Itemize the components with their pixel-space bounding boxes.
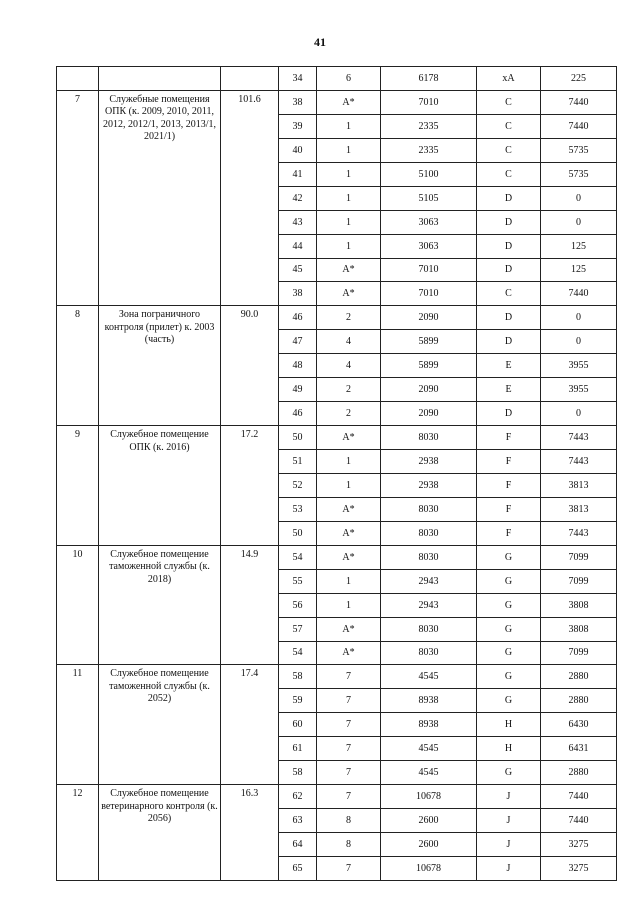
- point-number-cell: 62: [279, 785, 317, 809]
- direction-cell: J: [477, 809, 541, 833]
- coordinate-cell: 225: [541, 67, 617, 91]
- length-cell: 8030: [381, 545, 477, 569]
- segment-code-cell: A*: [317, 545, 381, 569]
- direction-cell: D: [477, 186, 541, 210]
- direction-cell: J: [477, 785, 541, 809]
- direction-cell: F: [477, 497, 541, 521]
- direction-cell: C: [477, 114, 541, 138]
- length-cell: 2090: [381, 402, 477, 426]
- point-number-cell: 39: [279, 114, 317, 138]
- length-cell: 5899: [381, 330, 477, 354]
- direction-cell: G: [477, 689, 541, 713]
- point-number-cell: 43: [279, 210, 317, 234]
- direction-cell: G: [477, 593, 541, 617]
- direction-cell: G: [477, 617, 541, 641]
- point-number-cell: 61: [279, 737, 317, 761]
- table-row: [57, 426, 617, 450]
- table-body: [57, 67, 617, 881]
- point-number-cell: 49: [279, 378, 317, 402]
- segment-code-cell: A*: [317, 282, 381, 306]
- point-number-cell: 56: [279, 593, 317, 617]
- point-number-cell: 64: [279, 833, 317, 857]
- coordinate-cell: 7099: [541, 545, 617, 569]
- coordinate-cell: 0: [541, 210, 617, 234]
- segment-code-cell: 6: [317, 67, 381, 91]
- length-cell: 8030: [381, 521, 477, 545]
- table-row: [57, 785, 617, 809]
- point-number-cell: 63: [279, 809, 317, 833]
- segment-code-cell: 7: [317, 689, 381, 713]
- coordinate-cell: 7443: [541, 521, 617, 545]
- point-number-cell: 51: [279, 450, 317, 474]
- segment-code-cell: 7: [317, 761, 381, 785]
- length-cell: 8030: [381, 617, 477, 641]
- segment-code-cell: 7: [317, 856, 381, 880]
- segment-code-cell: 1: [317, 569, 381, 593]
- length-cell: 2600: [381, 809, 477, 833]
- coordinate-cell: 0: [541, 186, 617, 210]
- length-cell: 7010: [381, 282, 477, 306]
- direction-cell: H: [477, 713, 541, 737]
- segment-code-cell: 7: [317, 737, 381, 761]
- point-number-cell: 38: [279, 282, 317, 306]
- segment-code-cell: 4: [317, 330, 381, 354]
- point-number-cell: 55: [279, 569, 317, 593]
- point-number-cell: 54: [279, 641, 317, 665]
- length-cell: 4545: [381, 665, 477, 689]
- point-number-cell: 58: [279, 665, 317, 689]
- table-row: [57, 545, 617, 569]
- coordinate-cell: 3813: [541, 497, 617, 521]
- table-row: [57, 90, 617, 114]
- segment-code-cell: A*: [317, 641, 381, 665]
- length-cell: 8030: [381, 641, 477, 665]
- segment-code-cell: A*: [317, 497, 381, 521]
- room-description-cell: Служебное помещение таможенной службы (к. 2018): [99, 545, 221, 665]
- length-cell: 2943: [381, 569, 477, 593]
- length-cell: 2335: [381, 138, 477, 162]
- room-description-cell: Зона пограничного контроля (прилет) к. 2003 (часть): [99, 306, 221, 426]
- direction-cell: C: [477, 162, 541, 186]
- length-cell: 5100: [381, 162, 477, 186]
- point-number-cell: 48: [279, 354, 317, 378]
- direction-cell: D: [477, 330, 541, 354]
- direction-cell: C: [477, 282, 541, 306]
- coordinates-table: [56, 66, 617, 881]
- direction-cell: F: [477, 473, 541, 497]
- coordinate-cell: 0: [541, 330, 617, 354]
- room-number-cell: 8: [57, 306, 99, 426]
- length-cell: 3063: [381, 234, 477, 258]
- coordinate-cell: 7440: [541, 282, 617, 306]
- coordinate-cell: 7440: [541, 809, 617, 833]
- length-cell: 3063: [381, 210, 477, 234]
- length-cell: 2090: [381, 306, 477, 330]
- segment-code-cell: 8: [317, 833, 381, 857]
- direction-cell: D: [477, 234, 541, 258]
- length-cell: 7010: [381, 258, 477, 282]
- segment-code-cell: 4: [317, 354, 381, 378]
- segment-code-cell: 2: [317, 306, 381, 330]
- direction-cell: D: [477, 258, 541, 282]
- point-number-cell: 50: [279, 426, 317, 450]
- length-cell: 8030: [381, 497, 477, 521]
- segment-code-cell: 1: [317, 114, 381, 138]
- coordinate-cell: 2880: [541, 761, 617, 785]
- coordinate-cell: 3808: [541, 617, 617, 641]
- length-cell: 5899: [381, 354, 477, 378]
- room-number-cell: [57, 67, 99, 91]
- table-row: [57, 67, 617, 91]
- length-cell: 7010: [381, 90, 477, 114]
- point-number-cell: 47: [279, 330, 317, 354]
- length-cell: 8938: [381, 689, 477, 713]
- coordinate-cell: 5735: [541, 162, 617, 186]
- segment-code-cell: A*: [317, 258, 381, 282]
- point-number-cell: 53: [279, 497, 317, 521]
- room-area-cell: 101.6: [221, 90, 279, 305]
- segment-code-cell: 1: [317, 138, 381, 162]
- coordinate-cell: 3955: [541, 354, 617, 378]
- point-number-cell: 41: [279, 162, 317, 186]
- point-number-cell: 34: [279, 67, 317, 91]
- direction-cell: G: [477, 761, 541, 785]
- point-number-cell: 46: [279, 306, 317, 330]
- room-area-cell: 90.0: [221, 306, 279, 426]
- segment-code-cell: 2: [317, 402, 381, 426]
- coordinate-cell: 7440: [541, 90, 617, 114]
- point-number-cell: 40: [279, 138, 317, 162]
- segment-code-cell: A*: [317, 426, 381, 450]
- direction-cell: C: [477, 90, 541, 114]
- length-cell: 2335: [381, 114, 477, 138]
- room-description-cell: Служебное помещение таможенной службы (к. 2052): [99, 665, 221, 785]
- point-number-cell: 65: [279, 856, 317, 880]
- room-area-cell: 17.2: [221, 426, 279, 546]
- length-cell: 10678: [381, 856, 477, 880]
- segment-code-cell: 1: [317, 473, 381, 497]
- direction-cell: E: [477, 354, 541, 378]
- point-number-cell: 60: [279, 713, 317, 737]
- length-cell: 4545: [381, 761, 477, 785]
- table-row: [57, 306, 617, 330]
- length-cell: 6178: [381, 67, 477, 91]
- direction-cell: D: [477, 306, 541, 330]
- direction-cell: G: [477, 665, 541, 689]
- point-number-cell: 45: [279, 258, 317, 282]
- direction-cell: F: [477, 521, 541, 545]
- room-description-cell: Служебное помещение ОПК (к. 2016): [99, 426, 221, 546]
- coordinate-cell: 0: [541, 306, 617, 330]
- length-cell: 2938: [381, 450, 477, 474]
- length-cell: 8030: [381, 426, 477, 450]
- room-number-cell: 10: [57, 545, 99, 665]
- coordinate-cell: 7099: [541, 641, 617, 665]
- room-number-cell: 9: [57, 426, 99, 546]
- direction-cell: F: [477, 426, 541, 450]
- length-cell: 5105: [381, 186, 477, 210]
- length-cell: 4545: [381, 737, 477, 761]
- segment-code-cell: 7: [317, 665, 381, 689]
- segment-code-cell: 1: [317, 210, 381, 234]
- segment-code-cell: A*: [317, 617, 381, 641]
- point-number-cell: 59: [279, 689, 317, 713]
- direction-cell: xA: [477, 67, 541, 91]
- segment-code-cell: 7: [317, 785, 381, 809]
- coordinate-cell: 7443: [541, 450, 617, 474]
- coordinate-cell: 125: [541, 234, 617, 258]
- table-row: [57, 665, 617, 689]
- room-number-cell: 12: [57, 785, 99, 881]
- direction-cell: F: [477, 450, 541, 474]
- direction-cell: G: [477, 641, 541, 665]
- coordinate-cell: 6431: [541, 737, 617, 761]
- direction-cell: J: [477, 856, 541, 880]
- room-area-cell: 16.3: [221, 785, 279, 881]
- coordinate-cell: 3808: [541, 593, 617, 617]
- coordinate-cell: 125: [541, 258, 617, 282]
- room-area-cell: 14.9: [221, 545, 279, 665]
- direction-cell: D: [477, 402, 541, 426]
- direction-cell: C: [477, 138, 541, 162]
- room-description-cell: Служебные помещения ОПК (к. 2009, 2010, 2011, 2012, 2012/1, 2013, 2013/1, 2021/1): [99, 90, 221, 305]
- direction-cell: D: [477, 210, 541, 234]
- room-area-cell: 17.4: [221, 665, 279, 785]
- coordinate-cell: 3275: [541, 856, 617, 880]
- direction-cell: G: [477, 569, 541, 593]
- point-number-cell: 46: [279, 402, 317, 426]
- point-number-cell: 57: [279, 617, 317, 641]
- coordinate-cell: 7099: [541, 569, 617, 593]
- length-cell: 2090: [381, 378, 477, 402]
- coordinate-cell: 2880: [541, 665, 617, 689]
- direction-cell: E: [477, 378, 541, 402]
- segment-code-cell: 2: [317, 378, 381, 402]
- room-number-cell: 7: [57, 90, 99, 305]
- point-number-cell: 50: [279, 521, 317, 545]
- point-number-cell: 58: [279, 761, 317, 785]
- coordinate-cell: 0: [541, 402, 617, 426]
- length-cell: 2938: [381, 473, 477, 497]
- coordinate-cell: 3275: [541, 833, 617, 857]
- coordinate-cell: 3955: [541, 378, 617, 402]
- page-number: 41: [314, 35, 326, 49]
- length-cell: 2943: [381, 593, 477, 617]
- coordinate-cell: 7440: [541, 114, 617, 138]
- room-number-cell: 11: [57, 665, 99, 785]
- point-number-cell: 42: [279, 186, 317, 210]
- segment-code-cell: 1: [317, 593, 381, 617]
- segment-code-cell: 1: [317, 450, 381, 474]
- point-number-cell: 54: [279, 545, 317, 569]
- length-cell: 10678: [381, 785, 477, 809]
- room-description-cell: [99, 67, 221, 91]
- segment-code-cell: 1: [317, 162, 381, 186]
- length-cell: 8938: [381, 713, 477, 737]
- point-number-cell: 44: [279, 234, 317, 258]
- coordinate-cell: 7443: [541, 426, 617, 450]
- point-number-cell: 52: [279, 473, 317, 497]
- direction-cell: H: [477, 737, 541, 761]
- coordinate-cell: 2880: [541, 689, 617, 713]
- coordinate-cell: 3813: [541, 473, 617, 497]
- coordinate-cell: 7440: [541, 785, 617, 809]
- direction-cell: J: [477, 833, 541, 857]
- segment-code-cell: 1: [317, 186, 381, 210]
- point-number-cell: 38: [279, 90, 317, 114]
- segment-code-cell: A*: [317, 521, 381, 545]
- room-area-cell: [221, 67, 279, 91]
- length-cell: 2600: [381, 833, 477, 857]
- coordinate-cell: 5735: [541, 138, 617, 162]
- direction-cell: G: [477, 545, 541, 569]
- coordinate-cell: 6430: [541, 713, 617, 737]
- segment-code-cell: A*: [317, 90, 381, 114]
- segment-code-cell: 1: [317, 234, 381, 258]
- room-description-cell: Служебное помещение ветеринарного контроля (к. 2056): [99, 785, 221, 881]
- segment-code-cell: 7: [317, 713, 381, 737]
- segment-code-cell: 8: [317, 809, 381, 833]
